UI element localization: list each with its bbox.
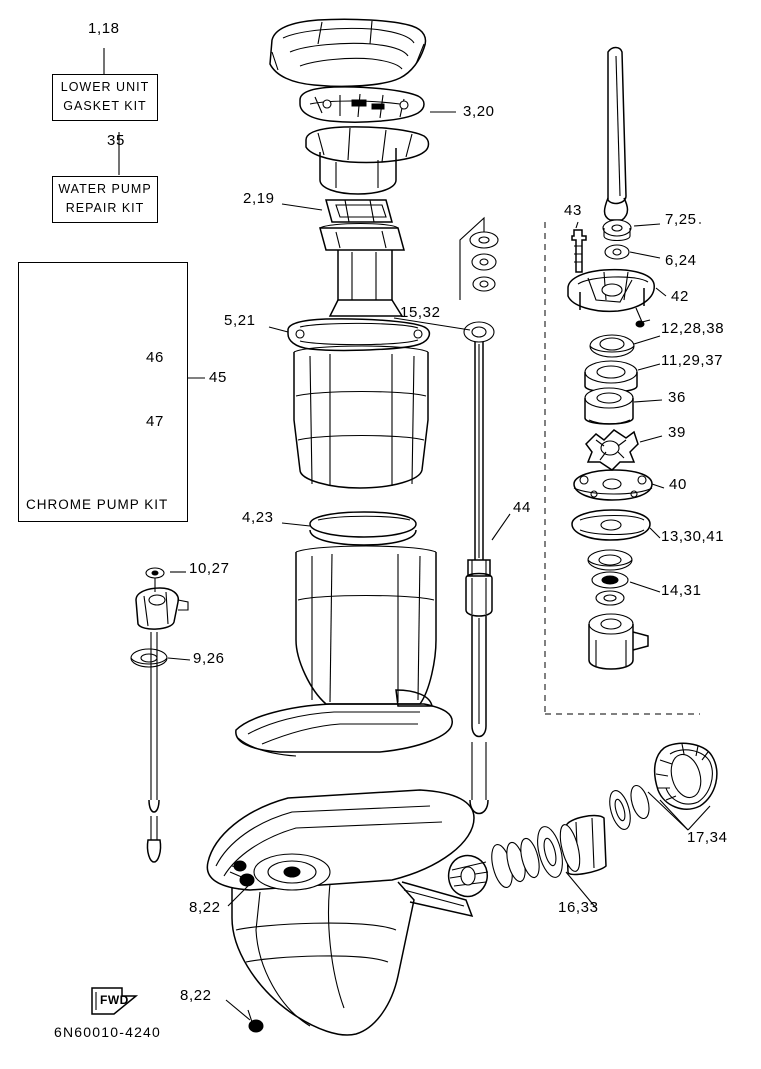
callout-39: 39	[668, 424, 686, 441]
callout-40: 40	[669, 476, 687, 493]
fwd-marker-label: FWD	[100, 993, 129, 1007]
callout-7-25: 7,25	[665, 211, 697, 228]
callout-42: 42	[671, 288, 689, 305]
callout-36: 36	[668, 389, 686, 406]
callout-4-23: 4,23	[242, 509, 274, 526]
chrome-pump-kit-box	[18, 262, 188, 522]
kit-box-line2: REPAIR KIT	[65, 201, 145, 215]
callout-17-34: 17,34	[687, 829, 728, 846]
chrome-pump-kit-title: CHROME PUMP KIT	[26, 497, 169, 512]
callout-8-22-lower: 8,22	[180, 987, 212, 1004]
callout-8-22-upper: 8,22	[189, 899, 221, 916]
kit-box-water-pump-repair	[52, 176, 158, 223]
callout-45: 45	[209, 369, 227, 386]
callout-2-19: 2,19	[243, 190, 275, 207]
diagram-part-number: 6N60010-4240	[54, 1024, 162, 1040]
callout-5-21: 5,21	[224, 312, 256, 329]
callout-43: 43	[564, 202, 582, 219]
callout-16-33: 16,33	[558, 899, 599, 916]
callout-1-18: 1,18	[88, 20, 120, 37]
callout-35: 35	[107, 132, 125, 149]
callout-10-27: 10,27	[189, 560, 230, 577]
kit-box-lower-unit-gasket	[52, 74, 158, 121]
callout-15-32: 15,32	[400, 304, 441, 321]
kit-box-line2: GASKET KIT	[63, 99, 147, 113]
callout-6-24: 6,24	[665, 252, 697, 269]
callout-47: 47	[146, 413, 164, 430]
callout-14-31: 14,31	[661, 582, 702, 599]
callout-3-20: 3,20	[463, 103, 495, 120]
callout-11-29-37: 11,29,37	[661, 352, 724, 369]
callout-12-28-38: 12,28,38	[661, 320, 725, 337]
kit-box-line1: WATER PUMP	[58, 182, 152, 196]
callout-46: 46	[146, 349, 164, 366]
callout-13-30-41: 13,30,41	[661, 528, 725, 545]
kit-box-line1: LOWER UNIT	[60, 80, 150, 94]
callout-44: 44	[513, 499, 531, 516]
callout-9-26: 9,26	[193, 650, 225, 667]
